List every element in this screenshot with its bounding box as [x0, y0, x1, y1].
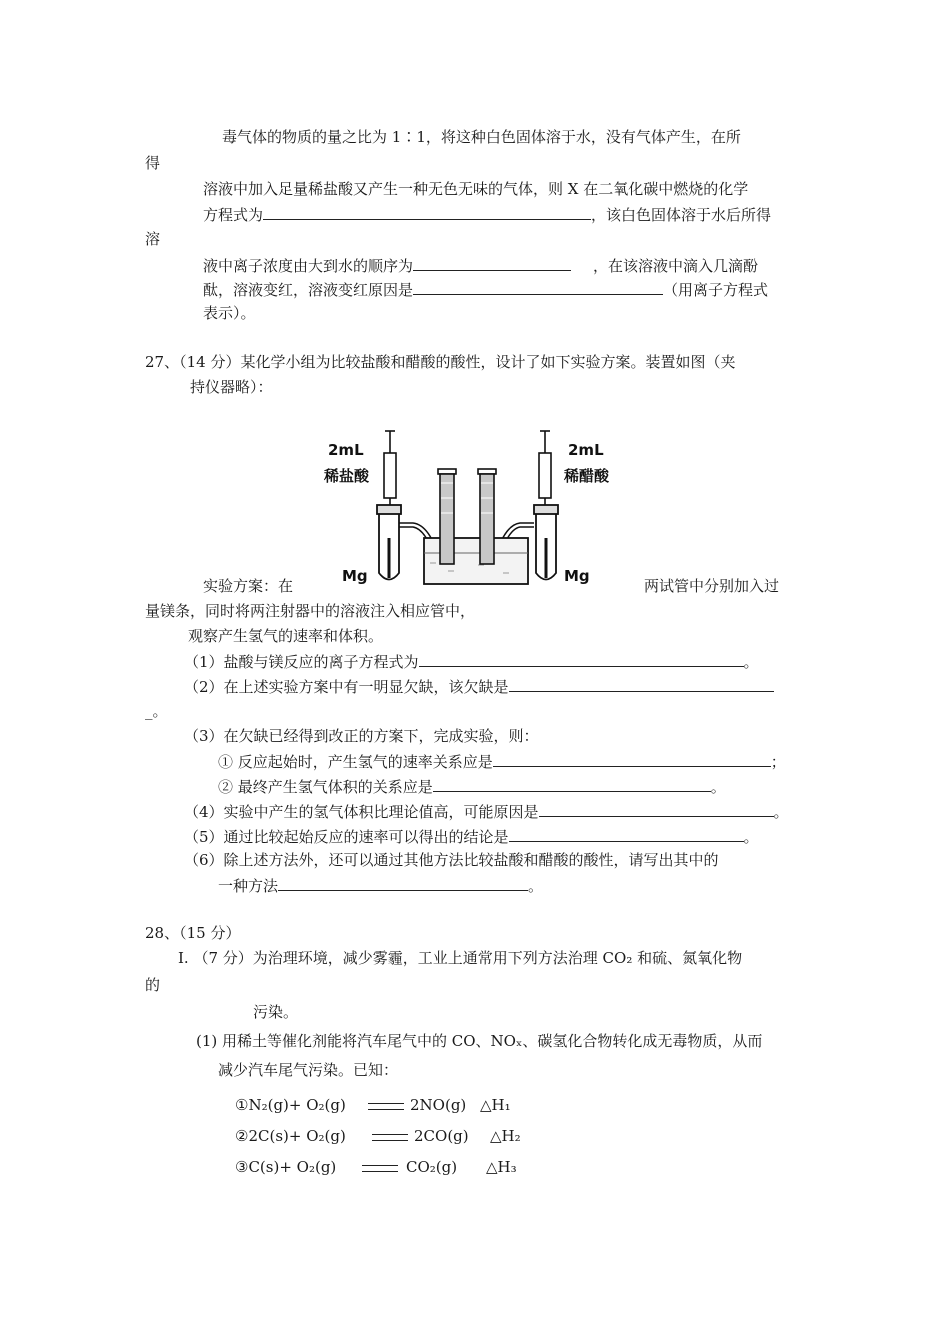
q27-plan-a: 实验方案：在	[203, 577, 294, 595]
punct: 。	[528, 877, 544, 895]
q27-header: 27、（14 分）某化学小组为比较盐酸和醋酸的酸性，设计了如下实验方案。装置如图（夹	[145, 353, 736, 371]
right-syringe	[539, 431, 551, 505]
q26-line-4	[203, 255, 758, 276]
answer-blank[interactable]	[419, 651, 744, 667]
q26-line-1-wrap: 得	[145, 154, 161, 172]
equation-3-right: CO₂(g)	[406, 1158, 458, 1176]
q26-line-4-text-b: ，在该溶液中滴入几滴酚	[593, 257, 759, 275]
apparatus-figure	[318, 423, 640, 595]
q26-line-5	[203, 279, 768, 300]
punct: 。	[743, 653, 759, 671]
equation-3-arrow	[362, 1165, 398, 1172]
equation-2-left: ②2C(s)+ O₂(g)	[235, 1127, 346, 1145]
equation-1-arrow	[368, 1103, 404, 1110]
q27-plan-c: 量镁条，同时将两注射器中的溶液注入相应管中，	[145, 602, 476, 620]
q27-sub-6b-text: 一种方法	[218, 877, 279, 895]
left-gas-cylinder	[438, 469, 456, 564]
q26-line-1: 毒气体的物质的量之比为 1∶1，将这种白色固体溶于水，没有气体产生，在所	[222, 128, 741, 146]
answer-blank[interactable]	[413, 255, 571, 271]
q27-sub-5	[184, 826, 759, 847]
q26-line-3-text: 方程式为	[203, 206, 264, 224]
q27-sub-1-text: （1）盐酸与镁反应的离子方程式为	[184, 653, 419, 671]
equation-1-left: ①N₂(g)+ O₂(g)	[235, 1096, 346, 1114]
q27-header-2: 持仪器略）：	[190, 378, 273, 396]
right-test-tube	[534, 505, 558, 580]
q27-sub-3a	[218, 751, 786, 772]
q28-part1-b: 污染。	[253, 1003, 299, 1021]
right-acid-label: 稀醋酸	[564, 467, 610, 485]
left-test-tube	[377, 505, 401, 580]
q26-line-3-wrap: 溶	[145, 230, 161, 248]
q26-line-6: 表示）。	[203, 304, 256, 322]
q26-line-3	[203, 204, 771, 225]
q26-line-2: 溶液中加入足量稀盐酸又产生一种无色无味的气体，则 X 在二氧化碳中燃烧的化学	[203, 180, 749, 198]
left-volume-label: 2mL	[328, 441, 364, 459]
answer-blank[interactable]	[278, 875, 528, 891]
q26-line-4-text: 液中离子浓度由大到水的顺序为	[203, 257, 414, 275]
q27-sub-4-text: （4）实验中产生的氢气体积比理论值高，可能原因是	[184, 803, 539, 821]
q27-sub-6: （6）除上述方法外，还可以通过其他方法比较盐酸和醋酸的酸性，请写出其中的	[184, 851, 719, 869]
left-acid-label: 稀盐酸	[324, 467, 370, 485]
punct: 。	[743, 828, 759, 846]
right-volume-label: 2mL	[568, 441, 604, 459]
equation-2-enthalpy: △H₂	[490, 1127, 521, 1145]
q27-sub-4	[184, 801, 789, 822]
q27-plan-b: 两试管中分别加入过	[644, 577, 780, 595]
punct: 。	[710, 778, 726, 796]
q27-sub-6b	[218, 875, 543, 896]
q27-sub-2-wrap: _。	[145, 702, 168, 720]
answer-blank[interactable]	[539, 801, 774, 817]
q28-part1-wrap: 的	[145, 976, 161, 994]
equation-3-left: ③C(s)+ O₂(g)	[235, 1158, 337, 1176]
answer-blank[interactable]	[433, 776, 711, 792]
punct: 。	[773, 803, 789, 821]
answer-blank[interactable]	[509, 676, 774, 692]
right-metal-label: Mg	[564, 567, 590, 585]
answer-blank[interactable]	[413, 279, 663, 295]
left-metal-label: Mg	[342, 567, 368, 585]
answer-blank[interactable]	[509, 826, 744, 842]
q27-sub-3a-text: ① 反应起始时，产生氢气的速率关系应是	[218, 753, 493, 771]
equation-2-arrow	[372, 1134, 408, 1141]
right-gas-cylinder	[478, 469, 496, 564]
q26-line-3-text-b: ，该白色固体溶于水后所得	[591, 206, 772, 224]
q28-part1: Ⅰ. （7 分）为治理环境，减少雾霾，工业上通常用下列方法治理 CO₂ 和硫、氮氧化物	[178, 949, 743, 967]
punct: ；	[770, 753, 786, 771]
q27-sub-1	[184, 651, 759, 672]
q28-header: 28、（15 分）	[145, 924, 241, 942]
equation-2-right: 2CO(g)	[414, 1127, 469, 1145]
q28-item1: (1) 用稀土等催化剂能将汽车尾气中的 CO、NOₓ、碳氢化合物转化成无毒物质，从而	[196, 1032, 763, 1050]
q26-line-5-text-b: （用离子方程式	[663, 281, 769, 299]
q27-sub-5-text: （5）通过比较起始反应的速率可以得出的结论是	[184, 828, 509, 846]
q26-line-5-text: 酞，溶液变红，溶液变红原因是	[203, 281, 414, 299]
q27-sub-3b	[218, 776, 726, 797]
q27-sub-2	[184, 676, 774, 697]
answer-blank[interactable]	[493, 751, 771, 767]
left-syringe	[384, 431, 396, 505]
q27-plan-d: 观察产生氢气的速率和体积。	[188, 627, 384, 645]
equation-1-right: 2NO(g)	[410, 1096, 467, 1114]
q27-sub-2-text: （2）在上述实验方案中有一明显欠缺，该欠缺是	[184, 678, 509, 696]
equation-1-enthalpy: △H₁	[480, 1096, 511, 1114]
equation-3-enthalpy: △H₃	[486, 1158, 517, 1176]
q28-item1-b: 减少汽车尾气污染。已知：	[218, 1061, 399, 1079]
q27-sub-3b-text: ② 最终产生氢气体积的关系应是	[218, 778, 433, 796]
apparatus-diagram	[318, 423, 640, 595]
answer-blank[interactable]	[263, 204, 591, 220]
q27-sub-3: （3）在欠缺已经得到改正的方案下，完成实验，则：	[184, 727, 539, 745]
